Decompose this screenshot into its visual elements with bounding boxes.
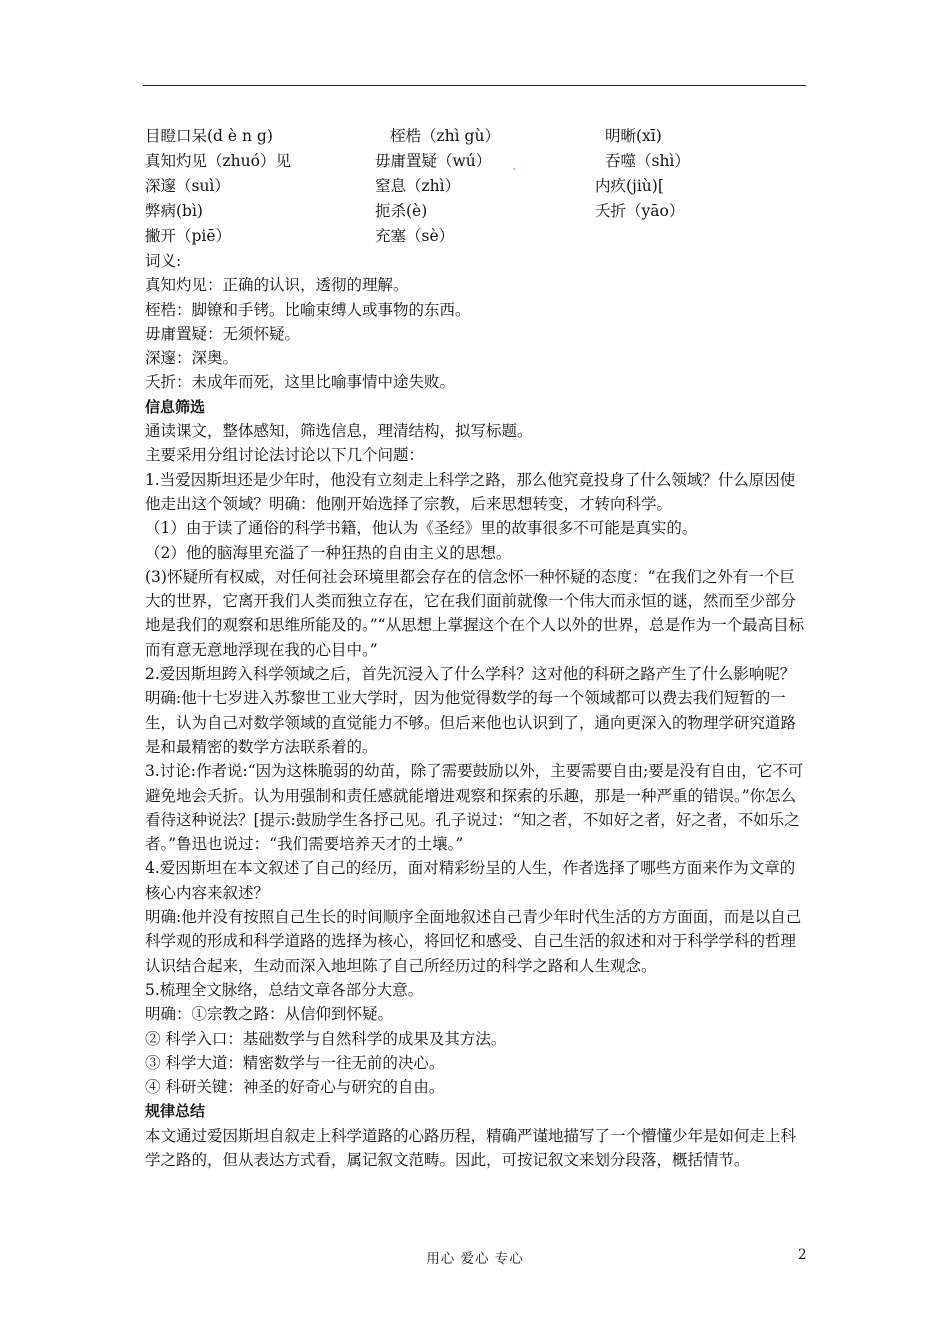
vocab-term: 窒息（zhì） (375, 177, 461, 195)
vocab-row (145, 224, 810, 249)
body-paragraph: 毋庸置疑：无须怀疑。 (145, 324, 301, 343)
section-heading: 规律总结 (145, 1102, 206, 1121)
vocab-term: 吞噬（shì） (605, 152, 690, 170)
body-paragraph: 本文通过爱因斯坦自叙走上科学道路的心路历程，精确严谨地描写了一个懵懂少年是如何走上科学之路的，但从表达方式看，属记叙文范畴。因此，可按记叙文来划分段落，概括情节。 (145, 1126, 797, 1169)
vocab-table (145, 124, 810, 249)
vocab-row (145, 149, 810, 174)
body-paragraph: (3)怀疑所有权威，对任何社会环境里都会存在的信念怀一种怀疑的态度：“在我们之外有一个巨大的世界，它离开我们人类而独立存在，它在我们面前就像一个伟大而永恒的谜，然而至少部分地是我们的观察和思维所能及的。”“从思想上掌握这个在个人以外的世界，总是作为一个最高目标而有意无意地浮现在我的心目中。” (145, 567, 805, 659)
vocab-term: 桎梏（zhì gù） (390, 127, 500, 145)
body-paragraph: 深邃：深奥。 (145, 349, 239, 368)
body-paragraph: ③ 科学大道：精密数学与一往无前的决心。 (145, 1053, 445, 1072)
stray-dot-mark: . (512, 158, 517, 174)
body-paragraph: 词义: (145, 252, 182, 270)
vocab-term: 深邃（suì） (145, 177, 230, 195)
body-paragraph: 明确:他十七岁进入苏黎世工业大学时，因为他觉得数学的每一个领域都可以费去我们短暂的一生，认为自己对数学领域的直觉能力不够。但后来他也认识到了，通向更深入的物理学研究道路是和最精密的数学方法联系着的。 (145, 689, 797, 756)
vocab-term: 充塞（sè） (375, 227, 455, 245)
vocab-term: 撇开（piē） (145, 227, 232, 245)
body-paragraph: 主要采用分组讨论法讨论以下几个问题： (145, 446, 425, 465)
body-paragraph: 1.当爱因斯坦还是少年时，他没有立刻走上科学之路，那么他究竟投身了什么领域？什么原因使他走出这个领域？明确：他刚开始选择了宗教，后来思想转变，才转向科学。 (145, 470, 796, 513)
body-paragraph: 5.梳理全文脉络，总结文章各部分大意。 (145, 980, 424, 999)
body-paragraph: 2.爱因斯坦跨入科学领域之后，首先沉浸入了什么学科？这对他的科研之路产生了什么影响呢？ (145, 665, 796, 684)
header-rule (143, 85, 806, 86)
body-paragraph: ④ 科研关键：神圣的好奇心与研究的自由。 (145, 1078, 445, 1097)
body-paragraph: （2）他的脑海里充溢了一种狂热的自由主义的思想。 (145, 543, 512, 562)
body-paragraph: 夭折：未成年而死，这里比喻事情中途失败。 (145, 373, 456, 392)
vocab-term: 扼杀(è) (375, 202, 428, 220)
body-text (145, 249, 810, 1172)
section-heading: 信息筛选 (145, 397, 206, 416)
vocab-row (145, 199, 810, 224)
vocab-row (145, 174, 810, 199)
body-paragraph: ② 科学入口：基础数学与自然科学的成果及其方法。 (145, 1029, 507, 1048)
body-paragraph: 明确：①宗教之路：从信仰到怀疑。 (145, 1005, 394, 1024)
body-paragraph: 通读课文，整体感知，筛选信息，理清结构，拟写标题。 (145, 422, 533, 441)
body-paragraph: （1）由于读了通俗的科学书籍，他认为《圣经》里的故事很多不可能是真实的。 (145, 519, 698, 538)
vocab-term: 明晰(xī) (605, 127, 662, 145)
page-number: 2 (798, 1247, 807, 1263)
vocab-term: 弊病(bì) (145, 202, 203, 220)
vocab-term: 目瞪口呆(d è n g) (145, 127, 273, 145)
body-paragraph: 3.讨论:作者说:“因为这株脆弱的幼苗，除了需要鼓励以外，主要需要自由;要是没有自由，它不可避免地会夭折。认为用强制和责任感就能增进观察和探索的乐趣，那是一种严重的错误。”你怎么看待这种说法？[提示:鼓励学生各抒己见。孔子说过：“知之者，不如好之者，好之者，不如乐之者。”鲁迅也说过：“我们需要培养天才的土壤。” (145, 762, 804, 854)
vocab-term: 内疚(jiù)[ (595, 177, 664, 195)
body-paragraph: 桎梏：脚镣和手铐。比喻束缚人或事物的东西。 (145, 300, 471, 319)
body-paragraph: 4.爱因斯坦在本文叙述了自己的经历，面对精彩纷呈的人生，作者选择了哪些方面来作为文章的核心内容来叙述？ (145, 859, 796, 902)
vocab-term: 夭折（yāo） (595, 202, 685, 220)
body-paragraph: 明确:他并没有按照自己生长的时间顺序全面地叙述自己青少年时代生活的方方面面，而是以自己科学观的形成和科学道路的选择为核心，将回忆和感受、自己生活的叙述和对于科学学科的哲理认识结合起来，生动而深入地坦陈了自己所经历过的科学之路和人生观念。 (145, 908, 802, 975)
footer-motto: 用心 爱心 专心 (426, 1251, 524, 1267)
vocab-term: 真知灼见（zhuó）见 (145, 152, 291, 170)
vocab-term: 毋庸置疑（wú） (375, 152, 492, 170)
vocab-row (145, 124, 810, 149)
body-paragraph: 真知灼见：正确的认识，透彻的理解。 (145, 276, 409, 295)
